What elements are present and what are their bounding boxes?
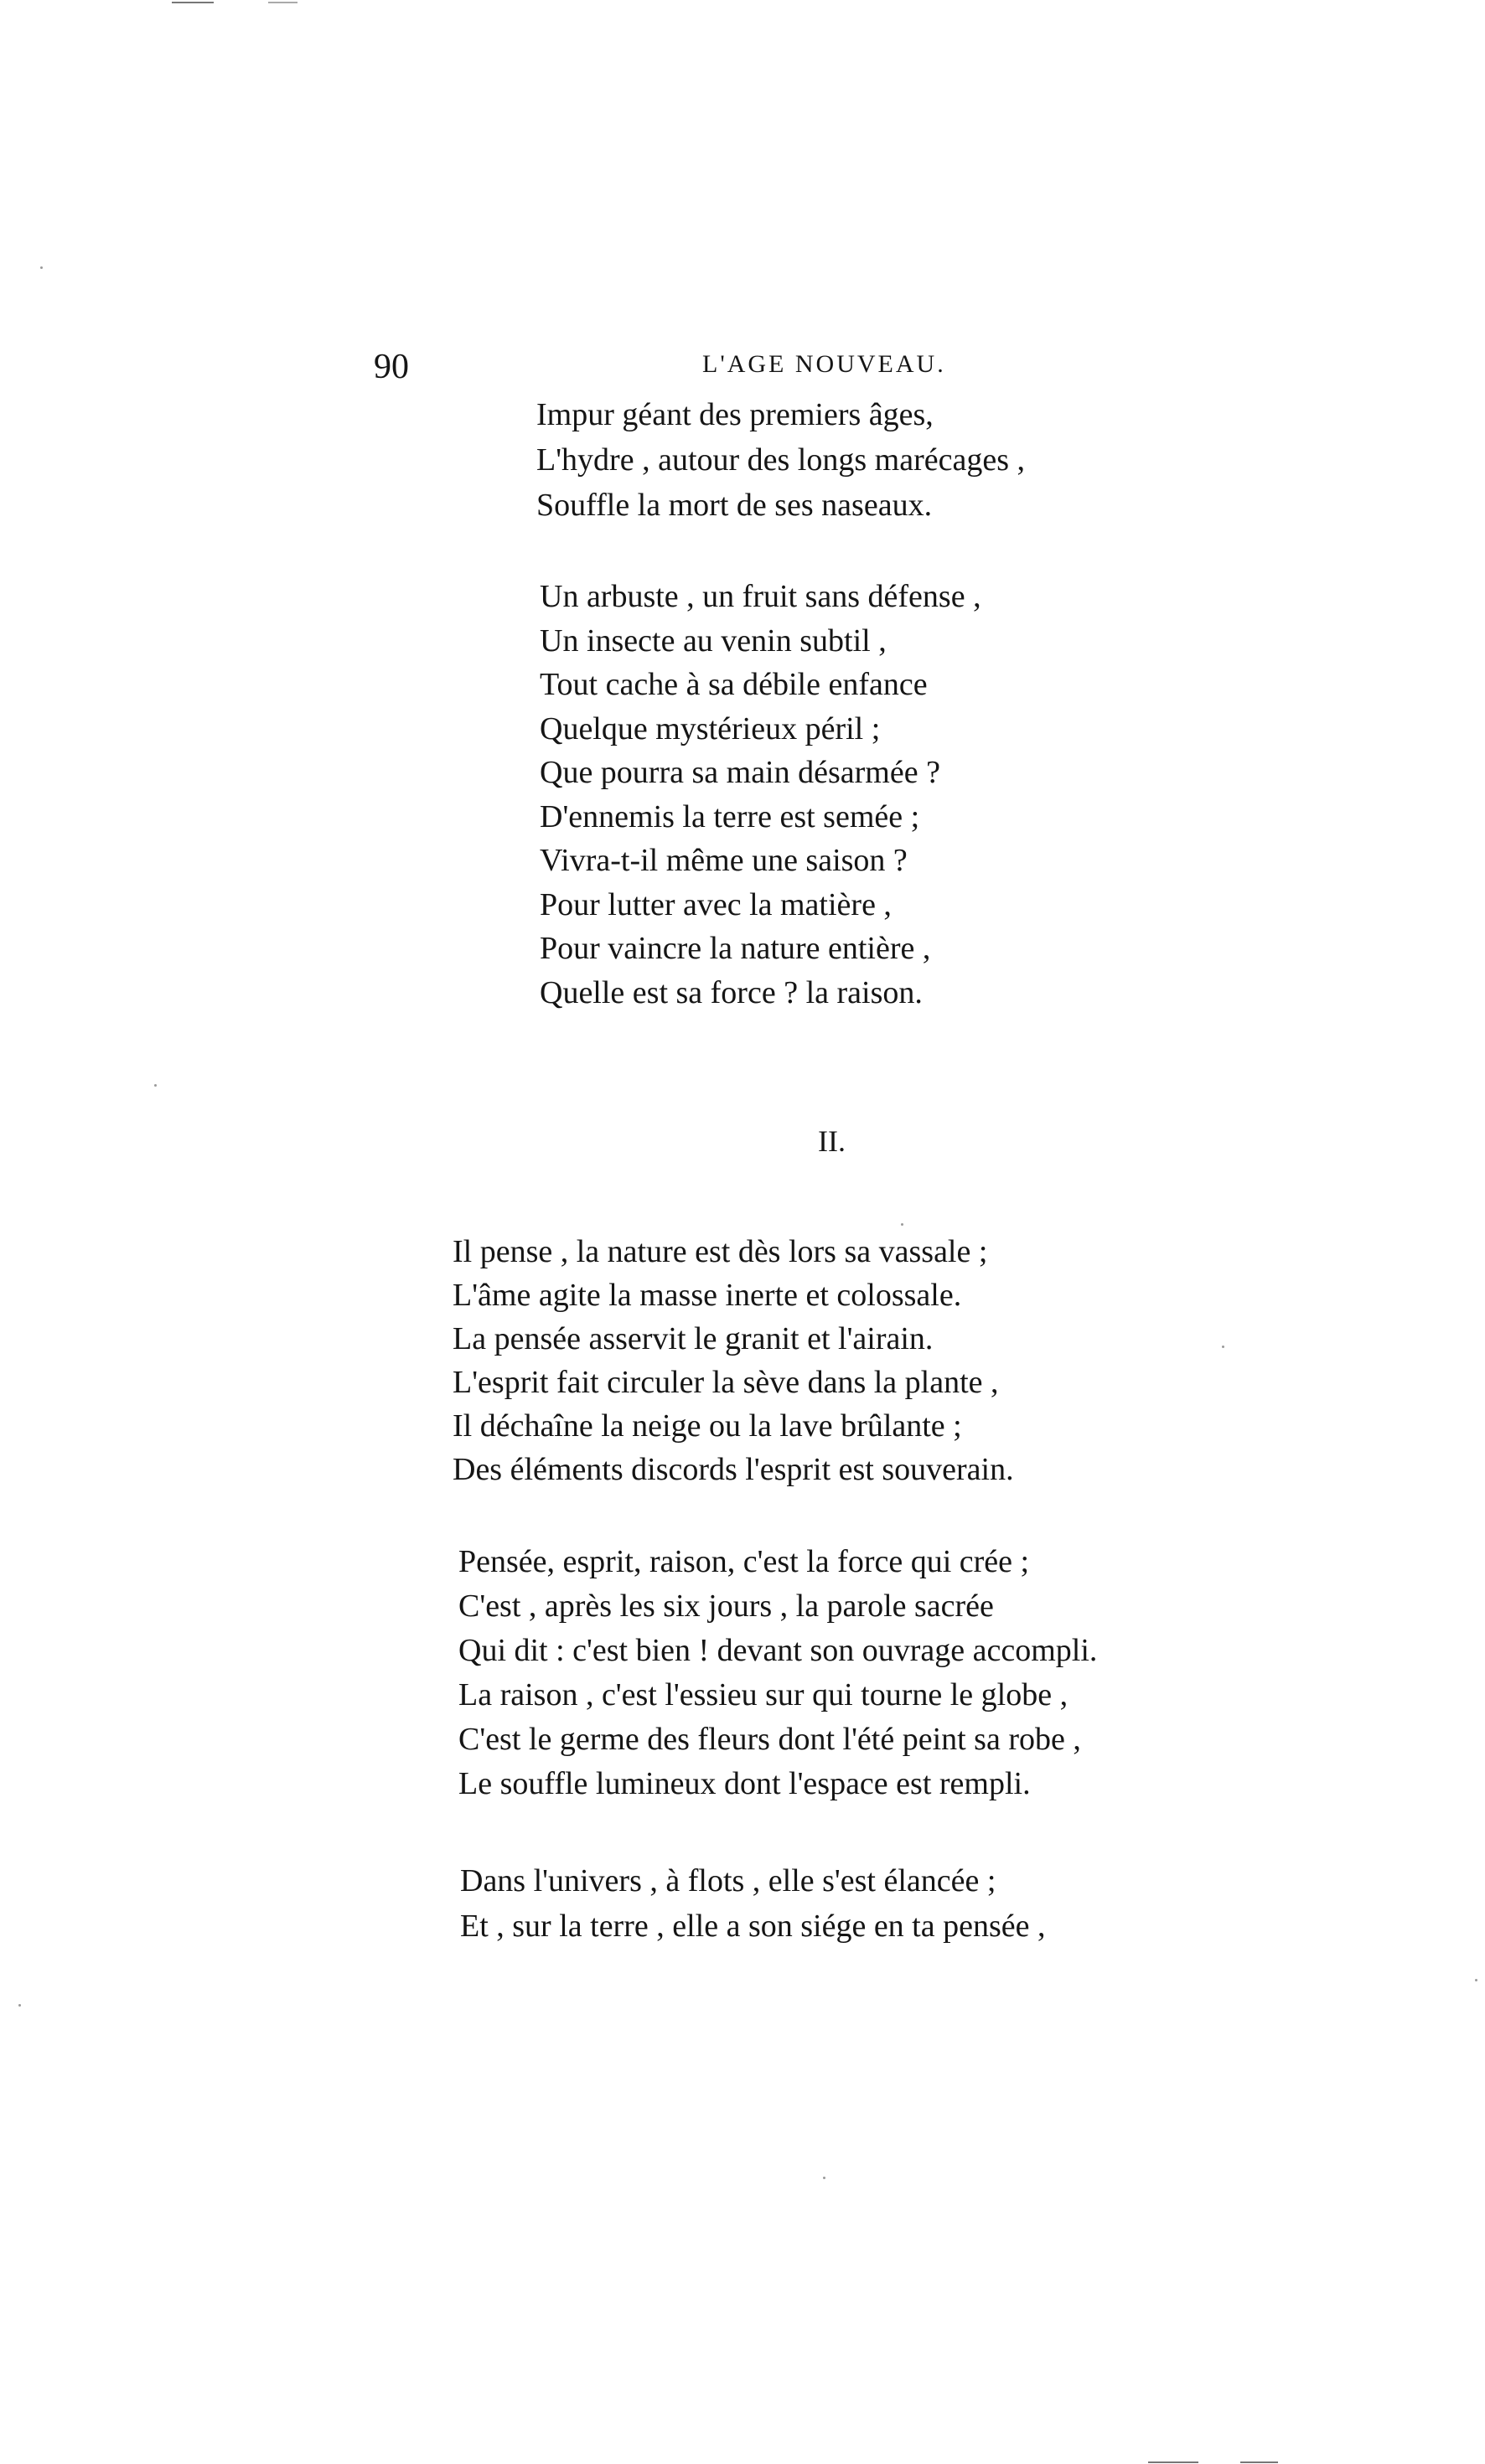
verse-line: L'âme agite la masse inerte et colossale. xyxy=(453,1278,962,1313)
verse-line: La pensée asservit le granit et l'airain. xyxy=(453,1321,934,1356)
scan-artifact-rule xyxy=(172,2,214,3)
verse-line: Il pense , la nature est dès lors sa vassale ; xyxy=(453,1234,988,1269)
scan-speck xyxy=(1222,1346,1224,1348)
page-number: 90 xyxy=(374,348,409,386)
scan-speck xyxy=(901,1223,903,1226)
verse-line: C'est le germe des fleurs dont l'été peint sa robe , xyxy=(458,1722,1081,1757)
scan-speck xyxy=(823,2177,825,2179)
stanza-2 xyxy=(540,575,981,1015)
verse-line: Pour lutter avec la matière , xyxy=(540,886,892,922)
verse-line: Quelque mystérieux péril ; xyxy=(540,710,881,746)
scan-artifact-rule xyxy=(1240,2461,1278,2463)
verse-line: C'est , après les six jours , la parole sacrée xyxy=(458,1588,994,1624)
verse-line: Pour vaincre la nature entière , xyxy=(540,931,931,966)
verse-line: Qui dit : c'est bien ! devant son ouvrage accompli. xyxy=(458,1633,1098,1668)
verse-line: Pensée, esprit, raison, c'est la force qui crée ; xyxy=(458,1544,1030,1579)
scan-speck xyxy=(1475,1979,1477,1981)
verse-line: La raison , c'est l'essieu sur qui tourne le globe , xyxy=(458,1677,1068,1712)
scan-speck xyxy=(40,266,43,269)
verse-line: Que pourra sa main désarmée ? xyxy=(540,755,940,790)
scan-speck xyxy=(154,1084,157,1087)
running-title: L'AGE NOUVEAU. xyxy=(702,350,946,378)
scan-artifact-rule xyxy=(268,2,298,3)
verse-line: Dans l'univers , à flots , elle s'est élancée ; xyxy=(460,1863,996,1898)
stanza-4 xyxy=(458,1540,1097,1806)
verse-line: Des éléments discords l'esprit est souverain. xyxy=(453,1452,1014,1487)
verse-line: Vivra-t-il même une saison ? xyxy=(540,843,908,878)
stanza-5 xyxy=(460,1858,1046,1949)
verse-line: Souffle la mort de ses naseaux. xyxy=(536,488,933,523)
verse-line: Tout cache à sa débile enfance xyxy=(540,667,928,702)
verse-line: Impur géant des premiers âges, xyxy=(536,397,934,432)
verse-line: Et , sur la terre , elle a son siége en ta pensée , xyxy=(460,1909,1046,1944)
verse-line: Un insecte au venin subtil , xyxy=(540,622,887,659)
verse-line: L'esprit fait circuler la sève dans la plante , xyxy=(453,1365,999,1400)
verse-line: D'ennemis la terre est semée ; xyxy=(540,798,920,834)
stanza-3 xyxy=(453,1230,1014,1491)
verse-line: Le souffle lumineux dont l'espace est rempli. xyxy=(458,1766,1031,1801)
scan-artifact-rule xyxy=(1148,2461,1198,2463)
verse-line: Quelle est sa force ? la raison. xyxy=(540,974,923,1010)
verse-line: Il déchaîne la neige ou la lave brûlante ; xyxy=(453,1408,962,1444)
verse-line: Un arbuste , un fruit sans défense , xyxy=(540,579,981,614)
verse-line: L'hydre , autour des longs marécages , xyxy=(536,442,1025,478)
scan-speck xyxy=(18,2004,21,2007)
stanza-1 xyxy=(536,392,1025,528)
section-number: II. xyxy=(818,1124,846,1158)
